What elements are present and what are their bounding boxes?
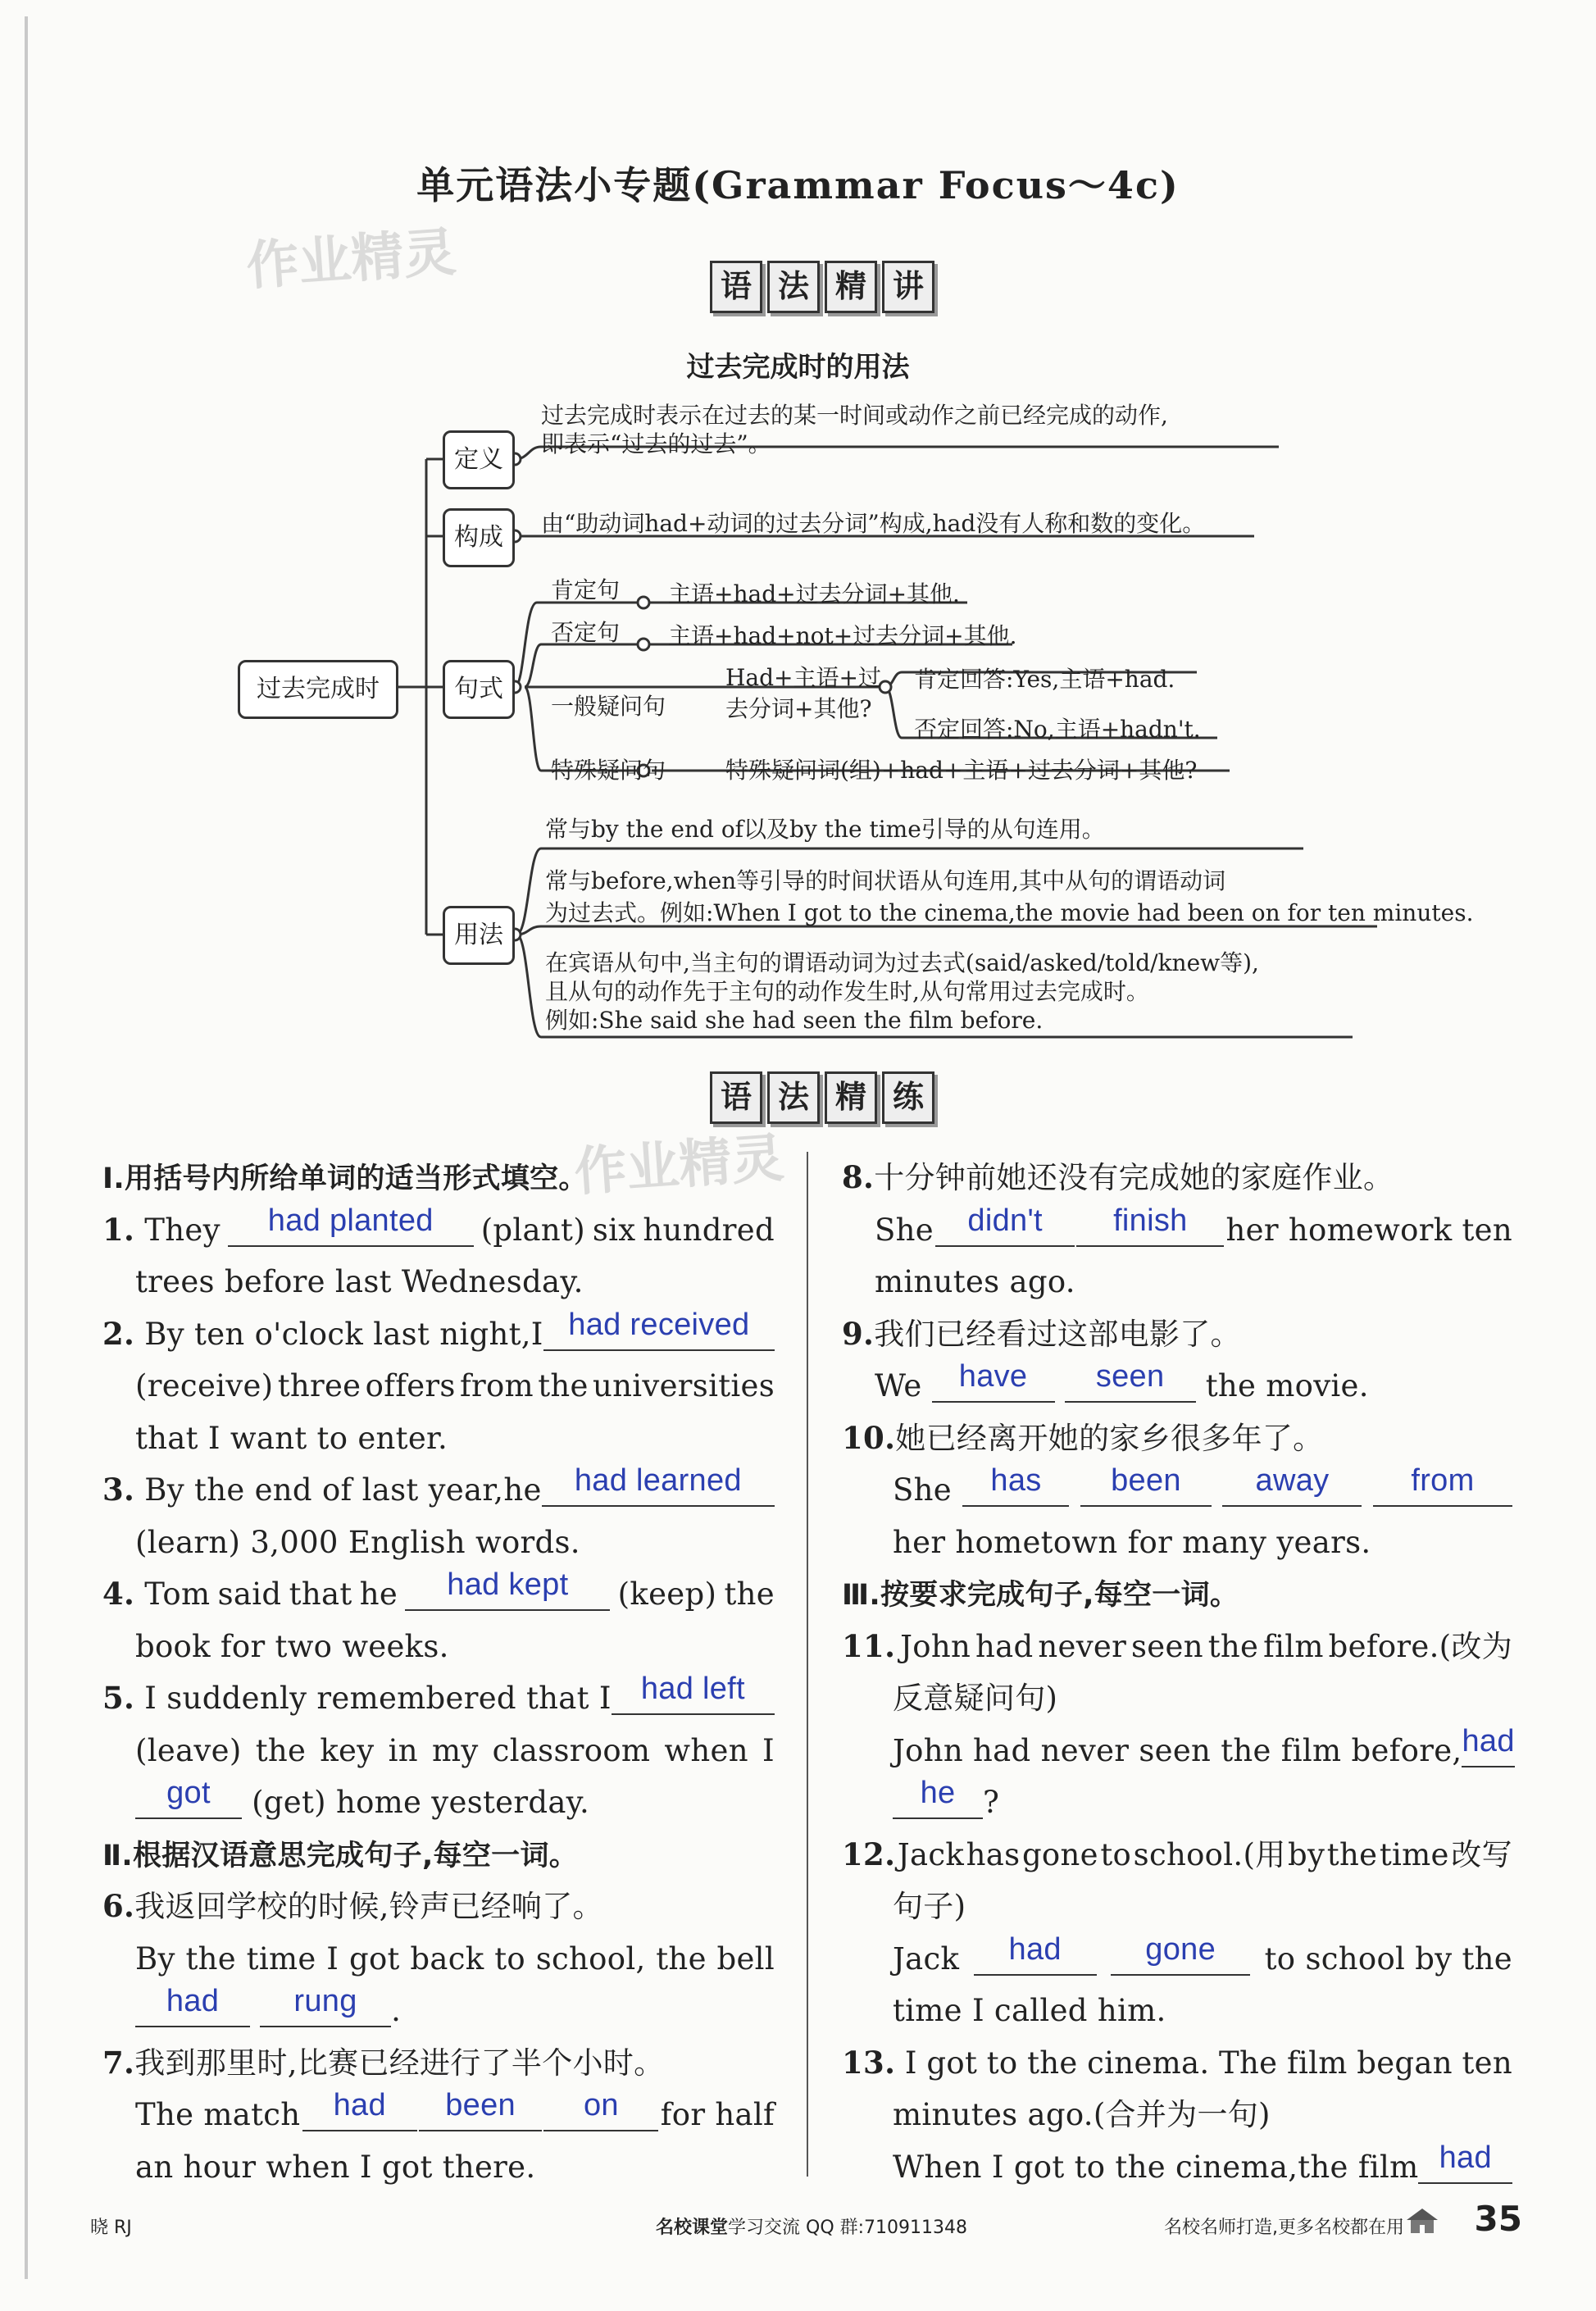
- general-q-label: 一般疑问句: [551, 693, 666, 720]
- section-char: 语: [710, 261, 762, 313]
- definition-text: 过去完成时表示在过去的某一时间或动作之前已经完成的动作,: [541, 402, 1168, 429]
- page-number: 35: [1474, 2199, 1522, 2239]
- q10-line3: her hometown for many years.: [893, 1524, 1371, 1560]
- q8-cn: 8.十分钟前她还没有完成她的家庭作业。: [842, 1159, 1394, 1195]
- q4-line1: 4. Tom said that he had kept (keep) the: [102, 1567, 775, 1612]
- q2-line1: 2. By ten o'clock last night,I had received: [102, 1308, 775, 1361]
- special-q-label: 特殊疑问句: [551, 757, 666, 784]
- q3-line1: 3. By the end of last year,he had learned: [102, 1464, 775, 1517]
- q5-answer-blank[interactable]: had left: [612, 1681, 775, 1715]
- q9-cn: 9.我们已经看过这部电影了。: [842, 1315, 1241, 1352]
- q5-answer-blank-2[interactable]: got: [135, 1785, 242, 1819]
- formation-text: 由“助动词had+动词的过去分词”构成,had没有人称和数的变化。: [541, 510, 1206, 537]
- section-char: 练: [882, 1071, 934, 1124]
- right-column: [842, 1152, 1515, 2193]
- q11-line2: 反意疑问句): [893, 1681, 1058, 1716]
- part1-heading: Ⅰ.用括号内所给单词的适当形式填空。: [102, 1162, 588, 1195]
- footer-brand: 名校课堂: [656, 2218, 729, 2238]
- q4-line2: book for two weeks.: [135, 1628, 449, 1664]
- branch-usage: 用法: [443, 906, 515, 965]
- q10-en: She has been away from: [842, 1464, 1512, 1517]
- left-column: [102, 1152, 775, 2193]
- q7-line3: an hour when I got there.: [135, 2149, 536, 2185]
- q8-en: She didn't finish her homework ten: [875, 1203, 1512, 1248]
- column-divider: [807, 1152, 808, 2177]
- q7-answer-blank[interactable]: had: [302, 2097, 417, 2131]
- q7-answer-blank[interactable]: been: [419, 2097, 542, 2131]
- q10-answer-blank[interactable]: from: [1373, 1472, 1512, 1507]
- negative-label: 否定句: [551, 619, 621, 646]
- page-title: 单元语法小专题(Grammar Focus～4c): [416, 163, 1180, 207]
- q10-answer-blank[interactable]: been: [1080, 1472, 1212, 1507]
- q9-en: We have seen the movie.: [875, 1359, 1369, 1403]
- q6-answer-blank[interactable]: rung: [260, 1993, 391, 2027]
- special-q-text: 特殊疑问词(组)+had+主语+过去分词+其他?: [725, 757, 1198, 784]
- q5-line2: (leave) the key in my classroom when I: [135, 1732, 775, 1768]
- q6-answers: had rung .: [102, 1985, 775, 2037]
- q11-line1: 11. John had never seen the film before.(改为: [842, 1627, 1512, 1664]
- q7-answer-blank[interactable]: on: [543, 2097, 658, 2131]
- branch-formation: 构成: [443, 508, 515, 567]
- section-char: 语: [710, 1071, 762, 1124]
- part2-heading: Ⅱ.根据汉语意思完成句子,每空一词。: [102, 1839, 579, 1872]
- q1-answer-blank[interactable]: had planted: [228, 1212, 474, 1247]
- q12-line3: Jack had gone to school by the: [893, 1931, 1512, 1977]
- q5-line3: got (get) home yesterday.: [102, 1776, 775, 1829]
- q12-line4: time I called him.: [893, 1993, 1166, 2028]
- q2-answer-blank[interactable]: had received: [543, 1317, 775, 1351]
- section-char: 讲: [882, 261, 934, 313]
- q12-answer-blank[interactable]: gone: [1111, 1941, 1250, 1976]
- q13-line3: When I got to the cinema,the film had: [842, 2141, 1512, 2194]
- q9-answer-blank[interactable]: have: [932, 1368, 1055, 1403]
- yes-answer: 肯定回答:Yes,主语+had.: [914, 666, 1175, 693]
- q11-answer-blank[interactable]: he: [893, 1785, 983, 1819]
- general-q-text: 去分词+其他?: [725, 695, 872, 722]
- q2-line2: (receive) three offers from the universities: [135, 1368, 775, 1403]
- section-char: 精: [825, 261, 877, 313]
- q6-en: By the time I got back to school, the bell: [135, 1940, 775, 1977]
- affirmative-label: 肯定句: [551, 576, 621, 603]
- q1-line2: trees before last Wednesday.: [135, 1264, 584, 1299]
- q7-cn: 7.我到那里时,比赛已经进行了半个小时。: [102, 2044, 665, 2081]
- section-char: 精: [825, 1071, 877, 1124]
- no-answer: 否定回答:No,主语+hadn't.: [914, 716, 1201, 743]
- q6-cn: 6.我返回学校的时候,铃声已经响了。: [102, 1888, 603, 1924]
- q7-en: The match had been on for half: [135, 2088, 775, 2132]
- q10-answer-blank[interactable]: has: [962, 1472, 1069, 1507]
- q11-line3: John had never seen the film before, had: [893, 1723, 1515, 1768]
- q13-answer-blank[interactable]: had: [1418, 2150, 1512, 2184]
- q10-answer-blank[interactable]: away: [1222, 1472, 1362, 1507]
- usage-3: 且从句的动作先于主句的动作发生时,从句常用过去完成时。: [545, 978, 1149, 1005]
- q9-answer-blank[interactable]: seen: [1065, 1368, 1196, 1403]
- q3-line2: (learn) 3,000 English words.: [135, 1524, 580, 1560]
- footer-right: 名校名师打造,更多名校都在用: [1164, 2218, 1404, 2238]
- branch-definition: 定义: [443, 430, 515, 489]
- q8-answer-blank[interactable]: didn't: [935, 1212, 1075, 1247]
- usage-2: 为过去式。例如:When I got to the cinema,the movie had been on for ten minutes.: [545, 899, 1474, 926]
- mindmap-title: 过去完成时的用法: [686, 351, 910, 384]
- q11-answer-blank[interactable]: had: [1462, 1733, 1514, 1767]
- affirmative-text: 主语+had+过去分词+其他.: [668, 580, 960, 607]
- section-header-practice: [710, 1071, 934, 1124]
- section-char: 法: [767, 261, 820, 313]
- q13-line2: minutes ago.(合并为一句): [893, 2097, 1271, 2132]
- footer-left: 晓 RJ: [90, 2218, 132, 2238]
- q1-line1: 1. They had planted (plant) six hundred: [102, 1203, 775, 1248]
- q10-cn: 10.她已经离开她的家乡很多年了。: [842, 1419, 1324, 1456]
- q12-line1: 12. Jack has gone to school.(用 by the time 改写: [842, 1836, 1512, 1872]
- usage-1: 常与by the end of以及by the time引导的从句连用。: [545, 816, 1105, 843]
- usage-2: 常与before,when等引导的时间状语从句连用,其中从句的谓语动词: [545, 867, 1226, 894]
- brand-logo-icon: [1403, 2204, 1441, 2236]
- usage-3: 例如:She said she had seen the film before.: [545, 1007, 1044, 1034]
- q8-line3: minutes ago.: [875, 1264, 1075, 1299]
- q4-answer-blank[interactable]: had kept: [405, 1576, 610, 1611]
- q13-line1: 13. I got to the cinema. The film began ten: [842, 2044, 1512, 2081]
- section-char: 法: [767, 1071, 820, 1124]
- q5-line1: 5. I suddenly remembered that I had left: [102, 1672, 775, 1725]
- q12-line2: 句子): [893, 1889, 966, 1924]
- q3-answer-blank[interactable]: had learned: [542, 1472, 775, 1507]
- watermark: 作业精灵: [572, 1128, 786, 1203]
- watermark: 作业精灵: [244, 222, 458, 298]
- negative-text: 主语+had+not+过去分词+其他.: [668, 622, 1017, 649]
- q11-line4: he ?: [842, 1776, 1512, 1829]
- q2-line3: that I want to enter.: [135, 1420, 448, 1456]
- mindmap-root: 过去完成时: [238, 660, 398, 719]
- branch-patterns: 句式: [443, 660, 515, 719]
- usage-3: 在宾语从句中,当主句的谓语动词为过去式(said/asked/told/knew等),: [545, 949, 1259, 976]
- footer-center: 名校课堂学习交流 QQ 群:710911348: [656, 2218, 968, 2238]
- q8-answer-blank[interactable]: finish: [1076, 1212, 1224, 1247]
- q6-answer-blank[interactable]: had: [135, 1993, 250, 2027]
- definition-text: 即表示“过去的过去”。: [541, 430, 771, 457]
- general-q-text: Had+主语+过: [725, 664, 881, 691]
- part3-heading: Ⅲ.按要求完成句子,每空一词。: [842, 1579, 1239, 1612]
- q12-answer-blank[interactable]: had: [974, 1941, 1097, 1976]
